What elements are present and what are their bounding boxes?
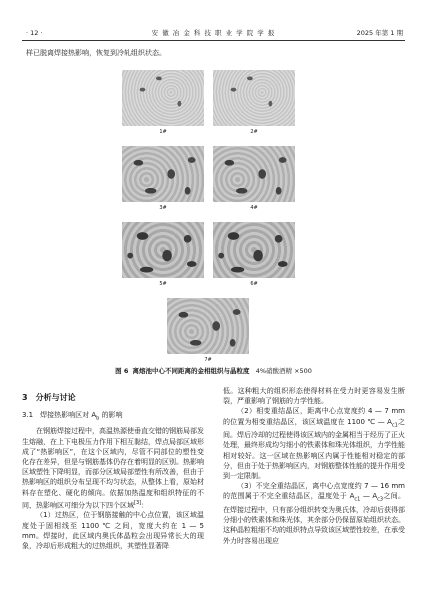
paragraph: （3）不完全重结晶区，离中心点宽度约 7 — 16 mm 的范围属于不完全重结晶区，温度处于 $A_{c1}$ — $A_{c3}$之间。在焊接过程中，只有部分组织转变为奥氏体，冷却后获得部分细小的铁素体和珠光体，其余部分仍保留原始组织状态。这种晶粒粗细不均的组织特点导致该区域塑性较差，在承受外力时容易出现应 xyxy=(223,482,406,545)
micrograph-1 xyxy=(122,70,204,126)
paragraph: （2）相变重结晶区，距离中心点宽度约 4 — 7 mm 的位置为相变重结晶区，该区域温度在 1100 ℃ — $A_{c1}$之间。焊后冷却的过程使得该区域内的金属相当于经历了正火处理，最终形成均匀细小的铁素体和珠光体组织，力学性能相对较好。这一区域在热影响区内属于性能相对稳定的部分，但由于处于热影响区内，对钢筋整体性能的提升作用受到一定限制。 xyxy=(223,407,406,481)
right-column xyxy=(223,386,405,546)
left-column xyxy=(22,389,204,551)
micrograph-2 xyxy=(213,70,295,126)
paragraph: 在钢筋焊接过程中，高温热源使垂直交错的钢筋局部发生熔融，在上下电极压力作用下相互黏结，焊点局部区域形成了“热影响区”，在这个区域内，尽管不同部位的塑性变化存在差异，但是与钢筋基体仍存在着明显的区别。热影响区域塑性下降明显，而部分区域局部塑性有所改善，但由于热影响区的组织分布呈现不均匀状态，从整体上看，原始材料存在塑化、硬化的倾向。依据加热温度和组织特征的不同，热影响区可细分为以下四个区域[3]： xyxy=(22,427,204,510)
page-header xyxy=(22,26,405,41)
caption-label: 图 6 xyxy=(115,367,129,375)
journal-title: 安 徽 冶 金 科 技 职 业 学 院 学 报 xyxy=(151,29,276,37)
section-title: 3 分析与讨论 xyxy=(22,393,76,402)
paragraph: （1）过热区，位于钢筋接触的中心点位置，该区域温度处于固相线至 1100 ℃ 之间，宽度大约在 1 — 5 mm。焊接时，此区域内奥氏体晶粒会出现异常长大的现象，冷却后形成粗大的过热组织，其塑性显著降 xyxy=(22,511,204,550)
paragraph: 低。这种粗大的组织形态使得材料在受力时更容易发生断裂，严重影响了钢筋的力学性能。 xyxy=(223,387,405,406)
micrograph-label: 7# xyxy=(204,357,212,363)
caption-etch: 4%硝酸酒精 ×500 xyxy=(255,367,312,375)
micrograph-7 xyxy=(167,298,249,354)
micrograph-label: 4# xyxy=(250,205,258,211)
micrograph-label: 2# xyxy=(250,129,258,135)
caption-text: 离熔池中心不同距离的金相组织与晶粒度 xyxy=(132,367,250,375)
figure-caption xyxy=(20,367,407,376)
issue-info: 2025 年第 1 期 xyxy=(356,29,403,37)
micrograph-3 xyxy=(122,146,204,202)
intro-line: 样已脱离焊接热影响，恢复到冷轧组织状态。 xyxy=(26,49,166,57)
micrograph-4 xyxy=(213,146,295,202)
micrograph-label: 5# xyxy=(159,281,167,287)
micrograph-label: 6# xyxy=(250,281,258,287)
micrograph-5 xyxy=(122,222,204,278)
page-number: · 12 · xyxy=(26,29,43,37)
micrograph-label: 3# xyxy=(159,205,167,211)
micrograph-label: 1# xyxy=(159,129,167,135)
subsection-title: 3.1 焊接热影响区对 $A_b$ 的影响 xyxy=(22,411,123,422)
micrograph-6 xyxy=(213,222,295,278)
